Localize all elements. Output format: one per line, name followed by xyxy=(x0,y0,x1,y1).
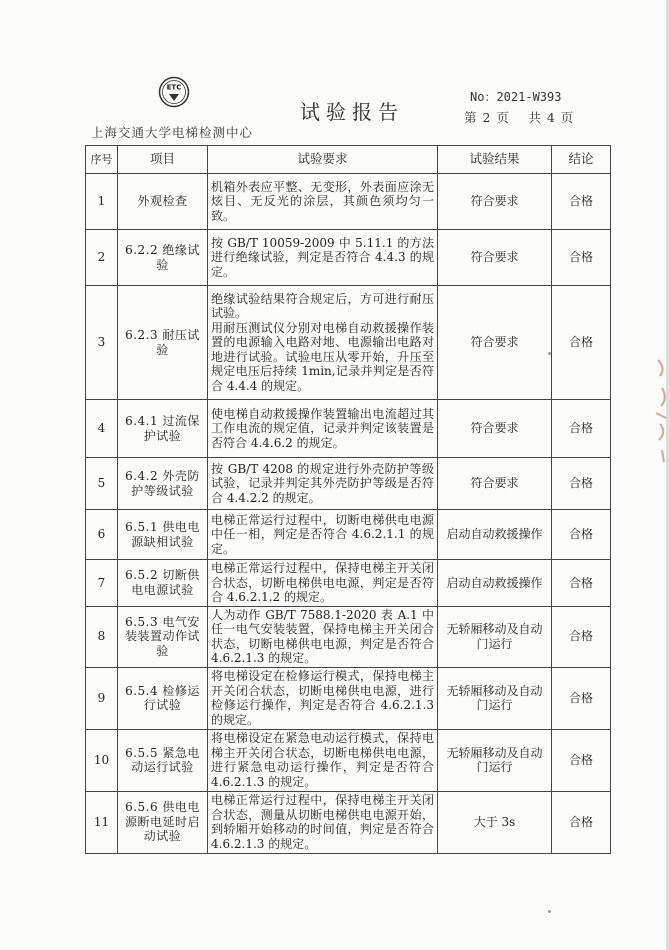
row-result: 大于 3s xyxy=(438,791,552,853)
row-item: 6.2.2 绝缘试验 xyxy=(118,230,208,286)
row-seq: 9 xyxy=(86,667,118,729)
row-requirement: 电梯正常运行过程中，切断电梯供电电源中任一相，判定是否符合 4.6.2.1.1 的规定。 xyxy=(208,510,438,560)
row-item: 外观检查 xyxy=(118,174,208,230)
header-item: 项目 xyxy=(118,146,208,174)
svg-text:ETC: ETC xyxy=(166,83,182,92)
header-result: 试验结果 xyxy=(438,146,552,174)
row-item: 6.5.4 检修运行试验 xyxy=(118,667,208,729)
row-result: 符合要求 xyxy=(438,458,552,510)
table-header-row xyxy=(86,146,611,174)
page-info: 第 2 页 共 4 页 xyxy=(464,110,575,125)
row-conclusion: 合格 xyxy=(552,667,611,729)
row-seq: 8 xyxy=(86,606,118,667)
row-item: 6.5.5 紧急电动运行试验 xyxy=(118,729,208,791)
page-edge xyxy=(666,0,670,950)
table-row xyxy=(86,458,611,510)
row-item: 6.4.1 过流保护试验 xyxy=(118,400,208,458)
scan-speck xyxy=(548,352,551,355)
row-item: 6.5.3 电气安装装置动作试验 xyxy=(118,606,208,667)
row-result: 符合要求 xyxy=(438,286,552,400)
organization-name: 上海交通大学电梯检测中心 xyxy=(91,125,254,140)
test-report-table xyxy=(85,145,611,854)
row-requirement: 电梯正常运行过程中，保持电梯主开关闭合状态，切断电梯供电电源，判定是否符合 4.6.2.1.2 的规定。 xyxy=(208,560,438,607)
row-conclusion: 合格 xyxy=(552,458,611,510)
row-item: 6.2.3 耐压试验 xyxy=(118,286,208,400)
row-result: 启动自动救援操作 xyxy=(438,510,552,560)
row-conclusion: 合格 xyxy=(552,174,611,230)
row-requirement: 将电梯设定在检修运行模式，保持电梯主开关闭合状态，切断电梯供电电源，进行检修运行操作，判定是否符合 4.6.2.1.3 的规定。 xyxy=(208,667,438,729)
row-result: 符合要求 xyxy=(438,174,552,230)
etc-logo-icon xyxy=(158,76,190,108)
row-conclusion: 合格 xyxy=(552,286,611,400)
row-item: 6.5.1 供电电源缺相试验 xyxy=(118,510,208,560)
row-requirement: 电梯正常运行过程中，保持电梯主开关闭合状态，测量从切断电梯供电电源开始，到轿厢开始移动的时间值，判定是否符合 4.6.2.1.3 的规定。 xyxy=(208,791,438,853)
row-seq: 6 xyxy=(86,510,118,560)
table-row xyxy=(86,606,611,667)
seal-stamp-fragment-icon xyxy=(652,358,670,468)
row-seq: 10 xyxy=(86,729,118,791)
table-row xyxy=(86,174,611,230)
row-result: 无轿厢移动及自动门运行 xyxy=(438,667,552,729)
scan-speck xyxy=(548,910,551,913)
header-requirement: 试验要求 xyxy=(208,146,438,174)
row-item: 6.4.2 外壳防护等级试验 xyxy=(118,458,208,510)
row-requirement: 将电梯设定在紧急电动运行模式，保持电梯主开关闭合状态，切断电梯供电电源，进行紧急电动运行操作，判定是否符合 4.6.2.1.3 的规定。 xyxy=(208,729,438,791)
table-row xyxy=(86,400,611,458)
header-seq: 序号 xyxy=(86,146,118,174)
table-row xyxy=(86,729,611,791)
table-row xyxy=(86,667,611,729)
row-seq: 3 xyxy=(86,286,118,400)
row-conclusion: 合格 xyxy=(552,791,611,853)
row-seq: 4 xyxy=(86,400,118,458)
table-row xyxy=(86,791,611,853)
row-conclusion: 合格 xyxy=(552,560,611,607)
row-seq: 2 xyxy=(86,230,118,286)
row-seq: 7 xyxy=(86,560,118,607)
row-result: 无轿厢移动及自动门运行 xyxy=(438,606,552,667)
row-item: 6.5.6 供电电源断电延时启动试验 xyxy=(118,791,208,853)
table-row xyxy=(86,286,611,400)
row-result: 启动自动救援操作 xyxy=(438,560,552,607)
row-requirement: 使电梯自动救援操作装置输出电流超过其工作电流的规定值，记录并判定该装置是否符合 4.4.6.2 的规定。 xyxy=(208,400,438,458)
row-requirement: 绝缘试验结果符合规定后，方可进行耐压试验。 用耐压测试仪分别对电梯自动救援操作装置的电源输入电路对地、电源输出电路对地进行试验。试验电压从零开始，升压至规定电压后持续 1min,记录并判定是否符合 4.4.4 的规定。 xyxy=(208,286,438,400)
row-requirement: 人为动作 GB/T 7588.1-2020 表 A.1 中任一电气安装装置，保持电梯主开关闭合状态，切断电梯供电电源，判定是否符合 4.6.2.1.3 的规定。 xyxy=(208,606,438,667)
row-requirement: 按 GB/T 10059-2009 中 5.11.1 的方法进行绝缘试验，判定是否符合 4.4.3 的规定。 xyxy=(208,230,438,286)
row-conclusion: 合格 xyxy=(552,510,611,560)
row-conclusion: 合格 xyxy=(552,729,611,791)
table-row xyxy=(86,230,611,286)
row-result: 符合要求 xyxy=(438,230,552,286)
page-title: 试验报告 xyxy=(300,100,404,124)
row-item: 6.5.2 切断供电电源试验 xyxy=(118,560,208,607)
row-seq: 1 xyxy=(86,174,118,230)
row-conclusion: 合格 xyxy=(552,400,611,458)
table-row xyxy=(86,560,611,607)
row-requirement: 机箱外表应平整、无变形，外表面应涂无炫目、无反光的涂层，其颜色须均匀一致。 xyxy=(208,174,438,230)
report-number: No：2021-W393 xyxy=(470,90,562,104)
row-result: 符合要求 xyxy=(438,400,552,458)
header-conclusion: 结论 xyxy=(552,146,611,174)
row-requirement: 按 GB/T 4208 的规定进行外壳防护等级试验，记录并判定其外壳防护等级是否符合 4.4.2.2 的规定。 xyxy=(208,458,438,510)
row-conclusion: 合格 xyxy=(552,606,611,667)
row-conclusion: 合格 xyxy=(552,230,611,286)
row-result: 无轿厢移动及自动门运行 xyxy=(438,729,552,791)
row-seq: 5 xyxy=(86,458,118,510)
table-row xyxy=(86,510,611,560)
row-seq: 11 xyxy=(86,791,118,853)
